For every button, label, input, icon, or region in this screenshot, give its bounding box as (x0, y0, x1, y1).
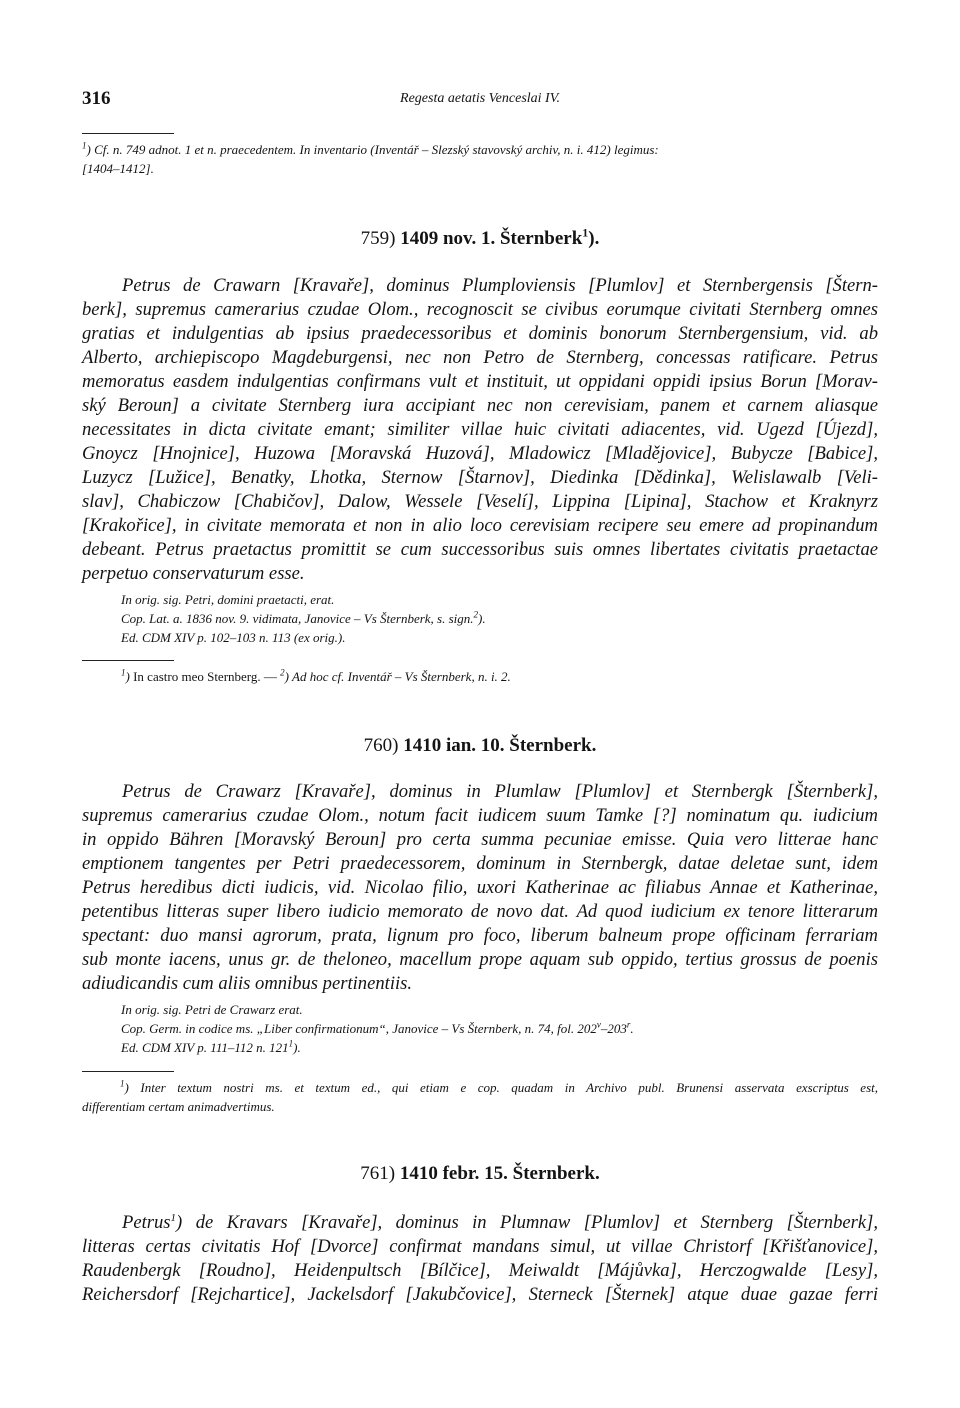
footnote-top-text1: Cf. n. 749 adnot. 1 et n. praecedentem. In inventario (Inventář – Slezský stavovský archiv, n. i. 412) legimus: (94, 142, 659, 157)
entry-759-line: slav], Chabiczow [Chabičov], Dalow, Wessele [Veselí], Lippina [Lipina], Stachow et Kraknyrz (82, 491, 878, 512)
entry-759-line: debeant. Petrus praetactus promittit se cum successoribus suis omnes libertates civitatis praetactae (82, 539, 878, 560)
entry-760-date: 1410 ian. 10. Šternberk. (403, 735, 597, 756)
entry-760-footnote-line2: differentiam certam animadvertimus. (82, 1099, 275, 1114)
entry-760-edition (121, 1038, 881, 1057)
entry-759-line: berk], supremus camerarius czudae Olom., recognoscit se civibus eorumque civitati Sternberg omnes (82, 299, 878, 320)
entry-759-line: necessitates in dicta civitate emant; similiter villae huic civitati adiacentes, vid. Ugezd [Újezd], (82, 419, 878, 440)
entry-760-copy-text: Cop. Germ. in codice ms. „Liber confirmationum“, Janovice – Vs Šternberk, n. 74, fol. 202 (121, 1021, 597, 1036)
footnote-marker-paren: ) (124, 1080, 129, 1095)
entry-760-edition-text: Ed. CDM XIV p. 111–112 n. 121 (121, 1040, 289, 1055)
entry-761-text (82, 1211, 878, 1307)
entry-759-copy-end: ). (478, 611, 486, 626)
running-title: Regesta aetatis Venceslai IV. (400, 91, 560, 106)
footnote-marker: 1 (121, 667, 126, 678)
entry-760-line: sub monte iacens, unus gr. de theloneo, macellum prope aquam sub oppido, tertius grossus de poenis (82, 949, 878, 970)
entry-759-text (82, 274, 878, 586)
entry-760-line: supremus camerarius czudae Olom., notum facit iudicem suum Tamke [?] nominatum qu. iudicium (82, 805, 878, 826)
entry-760-copy-mid: –203 (600, 1021, 627, 1036)
entry-759-sources (121, 590, 881, 647)
entry-761-heading (0, 1163, 960, 1185)
footnote-marker: 2 (280, 667, 285, 678)
entry-760-line: Petrus heredibus dicti iudicis, vid. Nicolao filio, uxori Katherinae ac filiabus Annae et Katherinae, (82, 877, 878, 898)
entry-761-line: litteras certas civitatis Hof [Dvorce] confirmat mandans simul, ut villae Christorf [Křišťanovice], (82, 1236, 878, 1257)
footnote-top (82, 140, 878, 178)
footnote-marker-paren: ) (125, 669, 130, 684)
entry-761-line: Raudenbergk [Roudno], Heidenpultsch [Bílčice], Meiwaldt [Májůvka], Herczogwalde [Lesy], (82, 1260, 878, 1281)
entry-759-line: ský Beroun] a civitate Sternberg iura accipiant nec non cerevisiam, panem et carnem aliasque (82, 395, 878, 416)
entry-759-footnote-1: In castro meo Sternberg. — (133, 669, 277, 684)
footnote-rule (82, 1071, 174, 1072)
entry-759-line: Petrus de Crawarn [Kravaře], dominus Plumploviensis [Plumlov] et Sternbergensis [Štern- (122, 275, 878, 296)
entry-759-line: perpetuo conservaturum esse. (82, 563, 305, 584)
entry-761-date: 1410 febr. 15. Šternberk. (399, 1163, 600, 1184)
entry-759-orig: In orig. sig. Petri, domini praetacti, erat. (121, 592, 335, 607)
entry-760-line: adiudicandis cum aliis omnibus pertinentiis. (82, 973, 413, 994)
entry-759-heading (0, 225, 960, 250)
entry-760-copy (121, 1019, 881, 1038)
entry-761-number: 761) (360, 1163, 396, 1184)
entry-759-number: 759) (360, 228, 396, 249)
footnote-marker: 1 (82, 140, 87, 151)
footnote-rule (82, 660, 174, 661)
footnote-top-line1 (82, 140, 878, 159)
entry-759-edition: Ed. CDM XIV p. 102–103 n. 113 (ex orig.). (121, 630, 346, 645)
entry-761-mark-paren: ) (176, 1212, 183, 1233)
entry-759-line: Gnoycz [Hnojnice], Huzowa [Moravská Huzová], Mladowicz [Mladějovice], Bubycze [Babice], (82, 443, 878, 464)
entry-760-number: 760) (363, 735, 399, 756)
entry-759-heading-mark: 1 (582, 225, 589, 240)
entry-760-copy-end: . (630, 1021, 634, 1036)
entry-760-copy-sup1: v (596, 1019, 601, 1030)
entry-760-line: spectant: duo mansi agrorum, prata, lignum pro foco, liberum balneum prope officinam ferrariam (82, 925, 878, 946)
entry-760-heading (0, 735, 960, 757)
entry-759-heading-suffix: ). (588, 228, 600, 249)
entry-760-sources (121, 1000, 881, 1057)
entry-760-line: Petrus de Crawarz [Kravaře], dominus in Plumlaw [Plumlov] et Sternbergk [Šternberk], (122, 781, 878, 802)
entry-760-line: emptionem tangentes per Petri praedecessorem, dominum in Sternbergk, datae deletae sunt, idem (82, 853, 878, 874)
entry-761-first-rest: de Kravars [Kravaře], dominus in Plumnaw [Plumlov] et Sternberg [Šternberk], (195, 1212, 878, 1233)
footnote-marker-paren: ) (86, 142, 91, 157)
footnote-marker: 1 (120, 1078, 125, 1089)
entry-760-orig: In orig. sig. Petri de Crawarz erat. (121, 1002, 303, 1017)
entry-760-edition-mark: 1 (288, 1038, 294, 1049)
entry-760-line: petentibus litteras super libero iudicio memorato de novo dat. Ad quod iudicium ex tenore litterarum (82, 901, 878, 922)
entry-761-line (82, 1211, 878, 1235)
entry-760-footnote-line1 (82, 1078, 878, 1097)
entry-759-date: 1409 nov. 1. Šternberk (400, 228, 583, 249)
entry-759-line: gratias et indulgentias ab ipsius praedecessoribus et dominis bonorum Sternbergensium, vid. ab (82, 323, 878, 344)
entry-759-line: Luzycz [Lužice], Benatky, Lhotka, Sternow [Štarnov], Diedinka [Dědinka], Welislawalb [Veli- (82, 467, 878, 488)
entry-759-line: Alberto, archiepiscopo Magdeburgensi, nec non Petro de Sternberg, concessas ratificare. Petrus (82, 347, 878, 368)
entry-760-footnote (82, 1078, 878, 1116)
entry-759-line: [Krakořice], in civitate memorata et non in alio loco cerevisiam recipere seu emere ad propinandum (82, 515, 878, 536)
entry-761-mark: 1 (170, 1211, 177, 1224)
entry-759-line: memoratus easdem indulgentias confirmans vult et instituit, ut oppidani oppidi ipsius Borun [Morav- (82, 371, 878, 392)
entry-760-text (82, 780, 878, 996)
footnote-rule (82, 133, 174, 134)
entry-760-line: in oppido Bähren [Moravský Beroun] pro certa summa pecuniae emisse. Quia vero litterae hanc (82, 829, 878, 850)
entry-759-footnote-2: Ad hoc cf. Inventář – Vs Šternberk, n. i. 2. (292, 669, 511, 684)
page-number: 316 (82, 88, 111, 109)
entry-761-line: Reichersdorf [Rejchartice], Jackelsdorf [Jakubčovice], Sterneck [Šternek] atque duae gazae ferri (82, 1284, 878, 1305)
entry-761-first-word: Petrus (122, 1212, 171, 1233)
entry-759-copy-text: Cop. Lat. a. 1836 nov. 9. vidimata, Janovice – Vs Šternberk, s. sign. (121, 611, 474, 626)
footnote-marker-paren: ) (284, 669, 289, 684)
entry-760-copy-sup2: r (626, 1019, 631, 1030)
entry-760-footnote-text1: Inter textum nostri ms. et textum ed., qui etiam e cop. quadam in Archivo publ. Brunensi asservata exscriptus est, (140, 1080, 878, 1095)
footnote-top-line2: [1404–1412]. (82, 161, 154, 176)
entry-759-copy-mark: 2 (473, 609, 479, 620)
entry-759-copy (121, 609, 881, 628)
entry-759-footnotes (121, 667, 881, 686)
entry-760-edition-end: ). (293, 1040, 301, 1055)
